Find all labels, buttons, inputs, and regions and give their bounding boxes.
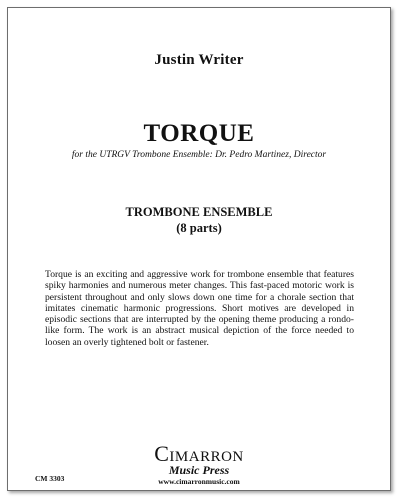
piece-title: TORQUE: [143, 120, 255, 147]
parts-count: (8 parts): [176, 221, 222, 235]
composer-name: Justin Writer: [154, 52, 244, 68]
publisher-logo-initial: C: [154, 441, 170, 466]
instrumentation-label: TROMBONE ENSEMBLE: [125, 205, 273, 219]
publisher-logo: [8, 441, 390, 486]
work-description: Torque is an exciting and aggressive work for trombone ensemble that features spiky harmonies and numerous meter changes. This fast-paced motoric work is persistent throughout and only slows down one time for a chorale section that imitates cinematic harmonic progressions. Short motives are developed in episodic sections that are interrupted by the opening theme producing a rondo-like form. The work is an abstract musical depiction of the force needed to loosen an overly tightened bolt or fastener.: [45, 269, 354, 348]
publisher-logo-rest: IMARRON: [169, 449, 244, 465]
dedication-line: for the UTRGV Trombone Ensemble: Dr. Pedro Martinez, Director: [71, 150, 327, 160]
score-cover-page: [7, 7, 391, 491]
publisher-logo-subtitle: Music Press: [168, 463, 230, 477]
instrumentation-block: [8, 204, 390, 236]
publisher-website: www.cimarronmusic.com: [158, 477, 240, 486]
catalog-number: CM 3303: [35, 474, 65, 483]
